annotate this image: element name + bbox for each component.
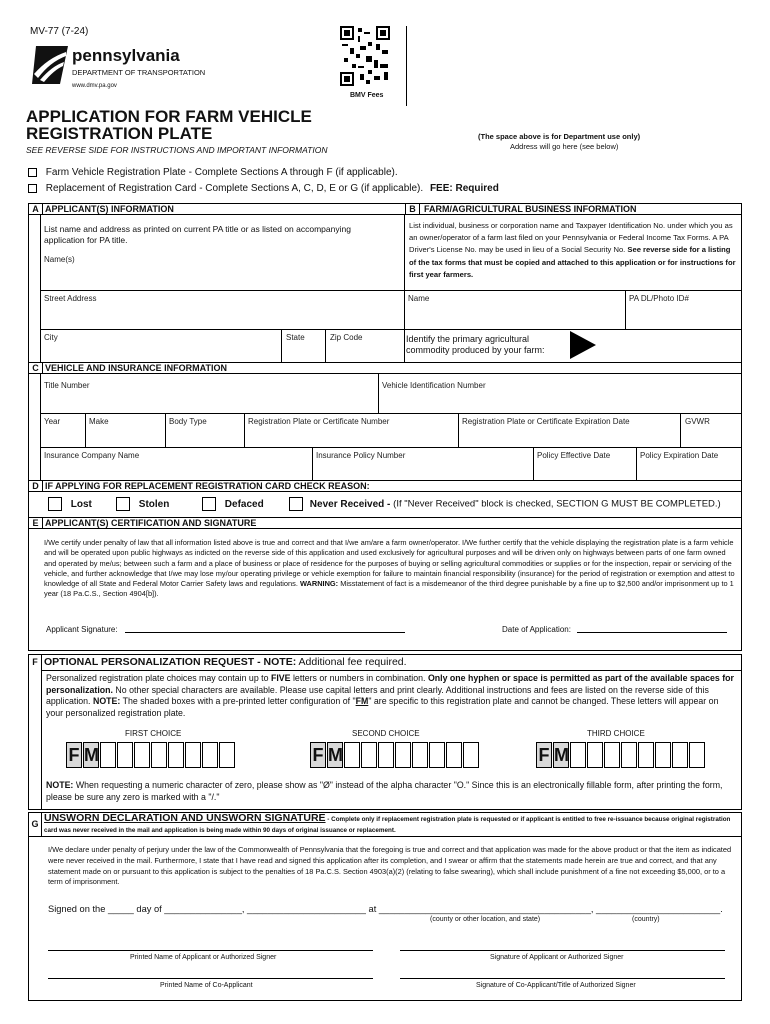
commodity-label: Identify the primary agricultural commodity produced by your farm: xyxy=(406,334,545,355)
section-b-title: FARM/AGRICULTURAL BUSINESS INFORMATION xyxy=(424,204,637,214)
warning-text: Misstatement of fact is a misdemeanor of the third degree punishable by a fine up to $2,500 and/or imprisonment up to 1 year (18 Pa.C.S., Section 4904[b]). xyxy=(44,579,734,599)
plate2-prefix-f: F xyxy=(310,742,326,768)
p1: Personalized registration plate choices may contain up to xyxy=(46,673,269,683)
plate3-char[interactable] xyxy=(570,742,586,768)
fee-required-label: FEE: Required xyxy=(429,183,499,194)
signed-on-line[interactable]: Signed on the _____ day of _______________, _______________________ at _________________________________________, ________________________. xyxy=(48,904,723,914)
country-caption: (country) xyxy=(632,916,660,923)
p-five: FIVE xyxy=(270,673,291,683)
zero-note xyxy=(46,779,736,803)
printed-name-caption: Printed Name of Applicant or Authorized Signer xyxy=(130,954,277,961)
insurer-label: Insurance Company Name xyxy=(44,451,140,460)
section-d-letter: D xyxy=(29,481,43,491)
p-note-label: NOTE: xyxy=(92,696,121,706)
declaration-text: I/We declare under penalty of perjury under the law of the Commonwealth of Pennsylvania that the foregoing is true and correct and that application was made for the above product or that the item as indicated were never received in the mail. Furthermore, I state that I have read and signed this application after its completion, and I swear or affirm that the statements made herein are true and correct, and that any statement made on or pursuant to this application is subject to the penalties of 18 Pa.C.S. Section 4903(a)(2) (relating to false swearing), which shall include punishment of a fine not exceeding $5,000, or to a term of imprisonment. xyxy=(48,845,732,887)
section-a-letter: A xyxy=(29,204,43,214)
section-g-letter: G xyxy=(29,813,42,836)
make-field[interactable] xyxy=(87,428,163,445)
option-replacement-card[interactable] xyxy=(28,183,499,195)
option-farm-plate-label: Farm Vehicle Registration Plate - Complete Sections A through F (if applicable). xyxy=(45,167,398,178)
section-a-header xyxy=(28,203,742,215)
plate1-char[interactable] xyxy=(117,742,133,768)
names-label: Name(s) xyxy=(44,255,75,264)
street-address-field[interactable] xyxy=(42,305,402,327)
zero-note-label: NOTE: xyxy=(46,780,74,790)
applicant-signature-label: Applicant Signature: xyxy=(46,625,118,634)
section-g-sub: - Complete only if replacement registration plate is requested or if applicant is entitled to free re-issuance because original registration card was never received in the mail and application is being made within 90 days of original issuance or replacement. xyxy=(44,816,731,834)
date-of-application-field[interactable] xyxy=(577,632,727,633)
defaced-label: Defaced xyxy=(224,498,264,510)
replacement-card-checkbox[interactable] xyxy=(28,184,37,193)
section-e-letter: E xyxy=(29,518,43,528)
plate2-char[interactable] xyxy=(395,742,411,768)
title-number-label: Title Number xyxy=(44,381,90,390)
lost-checkbox[interactable] xyxy=(48,497,62,511)
first-choice-label: FIRST CHOICE xyxy=(125,729,182,738)
form-title-line1: APPLICATION FOR FARM VEHICLE xyxy=(26,107,312,126)
state-label: State xyxy=(286,333,305,342)
plate3-char[interactable] xyxy=(638,742,654,768)
plate3-prefix-m: M xyxy=(553,742,569,768)
plate3-char[interactable] xyxy=(655,742,671,768)
never-received-label: Never Received - xyxy=(309,498,391,510)
section-d-title: IF APPLYING FOR REPLACEMENT REGISTRATION CARD CHECK REASON: xyxy=(45,481,370,491)
plate2-char[interactable] xyxy=(378,742,394,768)
section-a-instruction: List name and address as printed on current PA title or as listed on accompanying application for PA title. xyxy=(44,224,351,245)
warning-label: WARNING: xyxy=(299,579,339,589)
plate3-char[interactable] xyxy=(689,742,705,768)
reason-defaced[interactable] xyxy=(202,497,264,512)
reason-never-received[interactable] xyxy=(289,497,721,512)
names-field[interactable] xyxy=(42,266,402,288)
section-g-title-block xyxy=(44,813,740,836)
plate1-char[interactable] xyxy=(219,742,235,768)
plate1-char[interactable] xyxy=(202,742,218,768)
p6: " are specific to this registration plate and cannot be changed. These letters will appear on your personalized registration plate. xyxy=(46,696,719,718)
year-label: Year xyxy=(44,417,61,426)
co-signature-field[interactable] xyxy=(400,978,725,979)
city-field[interactable] xyxy=(42,344,278,360)
county-caption: (county or other location, and state) xyxy=(430,916,541,923)
plate1-char[interactable] xyxy=(185,742,201,768)
defaced-checkbox[interactable] xyxy=(202,497,216,511)
section-g-title: UNSWORN DECLARATION AND UNSWORN SIGNATURE xyxy=(44,812,326,824)
plate2-char[interactable] xyxy=(463,742,479,768)
stolen-label: Stolen xyxy=(138,498,170,510)
make-label: Make xyxy=(89,417,109,426)
city-label: City xyxy=(44,333,58,342)
logo-dept: DEPARTMENT OF TRANSPORTATION xyxy=(72,68,206,77)
plate2-prefix-m: M xyxy=(327,742,343,768)
policy-effective-date-field[interactable] xyxy=(535,462,634,478)
plate3-char[interactable] xyxy=(587,742,603,768)
section-f-letter: F xyxy=(29,655,42,809)
p5: The shaded boxes with a pre-printed letter configuration of " xyxy=(122,696,356,706)
signature-caption: Signature of Applicant or Authorized Signer xyxy=(490,954,624,961)
section-b-instruction-text: List individual, business or corporation name and Taxpayer Identification No. under which you as an owner/operator of a farm last filed on your Pennsylvania or Federal Income Tax Forms. A PA Driver's License No. may be used in lieu of a Social Security No. xyxy=(409,221,733,255)
plate3-char[interactable] xyxy=(604,742,620,768)
applicant-signature-field[interactable] xyxy=(125,632,405,633)
co-printed-name-caption: Printed Name of Co-Applicant xyxy=(160,982,253,989)
p3: Only one hyphen or space is permitted as part of the available spaces for personalization. xyxy=(46,673,734,695)
plate3-char[interactable] xyxy=(621,742,637,768)
plate1-prefix-f: F xyxy=(66,742,82,768)
year-field[interactable] xyxy=(42,428,83,445)
section-b-instruction-bold: See reverse side for a listing of the tax forms that must be copied and attached to this application or for instructions for first year farmers. xyxy=(409,245,736,279)
qr-code xyxy=(340,26,390,86)
plate2-char[interactable] xyxy=(446,742,462,768)
option-farm-plate[interactable] xyxy=(28,167,398,179)
never-received-note: (If "Never Received" block is checked, SECTION G MUST BE COMPLETED.) xyxy=(393,498,721,510)
plate2-char[interactable] xyxy=(429,742,445,768)
expiration-label: Registration Plate or Certificate Expiration Date xyxy=(462,417,630,426)
plate1-char[interactable] xyxy=(134,742,150,768)
pennsylvania-keystone-logo-icon xyxy=(30,44,70,86)
dept-use-note: (The space above is for Department use only) xyxy=(478,132,641,141)
p2: letters or numbers in combination. xyxy=(292,673,426,683)
policy-expiration-date-field[interactable] xyxy=(638,462,738,478)
plate1-char[interactable] xyxy=(151,742,167,768)
section-b-instruction xyxy=(409,220,739,281)
plate3-prefix-f: F xyxy=(536,742,552,768)
lost-label: Lost xyxy=(70,498,92,510)
never-received-checkbox[interactable] xyxy=(289,497,303,511)
section-c-letter: C xyxy=(29,363,43,373)
printed-name-field[interactable] xyxy=(48,950,373,951)
section-f-title xyxy=(44,656,407,669)
section-c-title: VEHICLE AND INSURANCE INFORMATION xyxy=(45,363,227,373)
second-choice-label: SECOND CHOICE xyxy=(352,729,420,738)
third-choice-label: THIRD CHOICE xyxy=(587,729,645,738)
p-fm: FM xyxy=(355,696,369,706)
logo-url: www.dmv.pa.gov xyxy=(72,83,117,89)
policy-effective-label: Policy Effective Date xyxy=(537,451,611,460)
zip-label: Zip Code xyxy=(330,333,363,342)
signature-field[interactable] xyxy=(400,950,725,951)
dept-use-address: Address will go here (see below) xyxy=(510,142,619,151)
logo-name: pennsylvania xyxy=(72,46,180,65)
vin-field[interactable] xyxy=(380,392,738,411)
arrow-right-icon xyxy=(570,331,596,359)
plate-number-field[interactable] xyxy=(246,428,456,445)
p4: No other special characters are available. Please use capital letters and print clearly. Additional instructions and fees are listed on the reverse side of this application. xyxy=(46,684,709,706)
stolen-checkbox[interactable] xyxy=(116,497,130,511)
reason-lost[interactable] xyxy=(48,497,92,512)
reason-stolen[interactable] xyxy=(116,497,169,512)
farm-name-field[interactable] xyxy=(406,305,622,327)
plate2-char[interactable] xyxy=(344,742,360,768)
body-type-field[interactable] xyxy=(167,428,242,445)
gvwr-field[interactable] xyxy=(682,428,738,445)
dl-photo-id-field[interactable] xyxy=(628,305,738,327)
co-printed-name-field[interactable] xyxy=(48,978,373,979)
bmv-fees-label: BMV Fees xyxy=(350,92,384,99)
body-type-label: Body Type xyxy=(169,417,207,426)
title-number-field[interactable] xyxy=(42,392,376,411)
plate1-char[interactable] xyxy=(168,742,184,768)
zip-code-field[interactable] xyxy=(327,344,402,360)
policy-number-field[interactable] xyxy=(314,462,531,478)
section-e-header xyxy=(28,517,742,529)
policy-expiration-label: Policy Expiration Date xyxy=(640,451,719,460)
form-number: MV-77 (7-24) xyxy=(30,26,89,37)
plate1-prefix-m: M xyxy=(83,742,99,768)
section-e-title: APPLICANT(S) CERTIFICATION AND SIGNATURE xyxy=(45,518,257,528)
co-signature-caption: Signature of Co-Applicant/Title of Authorized Signer xyxy=(476,982,636,989)
street-label: Street Address xyxy=(44,294,97,303)
vin-label: Vehicle Identification Number xyxy=(382,381,486,390)
plate3-char[interactable] xyxy=(672,742,688,768)
form-subtitle: SEE REVERSE SIDE FOR INSTRUCTIONS AND IMPORTANT INFORMATION xyxy=(26,145,328,155)
section-f-title-rest: Additional fee required. xyxy=(298,656,407,668)
option-replacement-card-label: Replacement of Registration Card - Complete Sections A, C, D, E or G (if applicable). xyxy=(45,183,424,194)
form-title-line2: REGISTRATION PLATE xyxy=(26,124,213,143)
section-f-title-bold: OPTIONAL PERSONALIZATION REQUEST - NOTE: xyxy=(44,656,297,668)
certification-body: I/We certify under penalty of law that all information listed above is true and correct and that I/we am/are a farm owner/operator. I/We further certify that the vehicle displaying the registration plate is a farm vehicle and will be operated upon public highways as indicted on the reverse side of this application and used exclusively for agricultural purposes and will be driven only on highways between parts of one farm owned and operated by me/us; between such a farm and a place of business or place of residence for the purposes of buying or selling agricultural commodities or supplies or for the inspection, repair or servicing of the vehicle, and further acknowledge that I/we may lose my/our operating privilege or vehicle exemption for failure to maintain financial responsibility (insurance) for the period of registration or exemption and attest to knowledge of all State and Federal Motor Carrier Safety laws and regulations. xyxy=(44,538,735,589)
commodity-field[interactable] xyxy=(600,331,738,359)
certification-text xyxy=(44,538,739,600)
zero-note-text: When requesting a numeric character of zero, please show as "Ø" instead of the alpha character "O." Since this is an electronically fillable form, after printing the form, please be sure any zero is marked with a "/." xyxy=(46,780,723,802)
gvwr-label: GVWR xyxy=(685,417,710,426)
insurance-company-field[interactable] xyxy=(42,462,310,478)
farm-plate-checkbox[interactable] xyxy=(28,168,37,177)
b-name-label: Name xyxy=(408,294,430,303)
section-a-title: APPLICANT(S) INFORMATION xyxy=(45,204,174,214)
plate2-char[interactable] xyxy=(361,742,377,768)
plate2-char[interactable] xyxy=(412,742,428,768)
date-of-application-label: Date of Application: xyxy=(502,625,571,634)
personalization-instructions xyxy=(46,673,736,719)
expiration-date-field[interactable] xyxy=(460,428,678,445)
plate1-char[interactable] xyxy=(100,742,116,768)
section-d-header xyxy=(28,480,742,492)
dl-photo-id-label: PA DL/Photo ID# xyxy=(629,294,689,303)
section-c-header xyxy=(28,362,742,374)
state-field[interactable] xyxy=(283,344,323,360)
policy-number-label: Insurance Policy Number xyxy=(316,451,406,460)
section-b-letter: B xyxy=(406,204,420,214)
plate-number-label: Registration Plate or Certificate Number xyxy=(248,417,390,426)
